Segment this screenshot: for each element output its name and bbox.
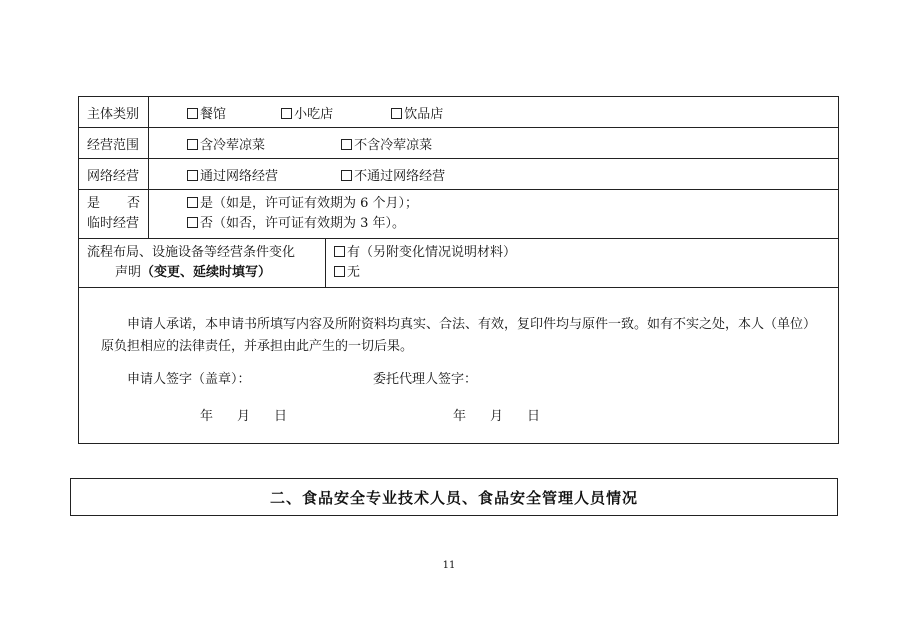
option-change-no[interactable]: 无 [334,263,830,283]
checkbox-icon[interactable] [341,139,352,150]
temporary-business-options [149,190,839,239]
checkbox-icon[interactable] [187,217,198,228]
checkbox-icon[interactable] [187,197,198,208]
layout-change-options [326,239,839,288]
option-not-online[interactable]: 不通过网络经营 [341,165,445,184]
declaration-cell [79,288,839,444]
option-online[interactable]: 通过网络经营 [187,165,337,184]
checkbox-icon[interactable] [334,246,345,257]
checkbox-icon[interactable] [187,108,198,119]
application-form-table [78,96,839,444]
checkbox-icon[interactable] [187,139,198,150]
option-temporary-no[interactable]: 否（如否，许可证有效期为 3 年）。 [187,214,830,234]
checkbox-icon[interactable] [281,108,292,119]
temporary-business-row [79,190,839,239]
online-business-row [79,159,839,190]
option-no-cold-dishes[interactable]: 不含冷荤凉菜 [341,134,432,153]
option-drink-shop[interactable]: 饮品店 [391,103,443,122]
declaration-text: 申请人承诺，本申请书所填写内容及所附资料均真实、合法、有效，复印件均与原件一致。如有不实之处，本人（单位）原负担相应的法律责任，并承担由此产生的一切后果。 [101,317,817,354]
temporary-business-label: 是 否 临时经营 [79,190,149,239]
layout-change-row [79,239,839,288]
checkbox-icon[interactable] [334,266,345,277]
business-scope-options [149,128,839,159]
checkbox-icon[interactable] [187,170,198,181]
option-restaurant[interactable]: 餐馆 [187,103,277,122]
option-temporary-yes[interactable]: 是（如是，许可证有效期为 6 个月）； [187,194,830,214]
option-snack-shop[interactable]: 小吃店 [281,103,387,122]
section-title: 二、食品安全专业技术人员、食品安全管理人员情况 [70,478,838,516]
business-scope-label: 经营范围 [79,128,149,159]
checkbox-icon[interactable] [341,170,352,181]
checkbox-icon[interactable] [391,108,402,119]
subject-type-label: 主体类别 [79,97,149,128]
layout-change-label: 流程布局、设施设备等经营条件变化 声明（变更、延续时填写） [79,239,326,288]
option-change-yes[interactable]: 有（另附变化情况说明材料） [334,243,830,263]
subject-type-row [79,97,839,128]
subject-type-options [149,97,839,128]
online-business-label: 网络经营 [79,159,149,190]
applicant-signature-label: 申请人签字（盖章）： [127,372,251,387]
option-cold-dishes[interactable]: 含冷荤凉菜 [187,134,337,153]
online-business-options [149,159,839,190]
declaration-row [79,288,839,444]
business-scope-row [79,128,839,159]
agent-date: 年 月 日 [453,409,541,424]
applicant-date: 年 月 日 [200,409,288,424]
page-number: 11 [442,560,456,571]
agent-signature-label: 委托代理人签字： [373,372,478,387]
